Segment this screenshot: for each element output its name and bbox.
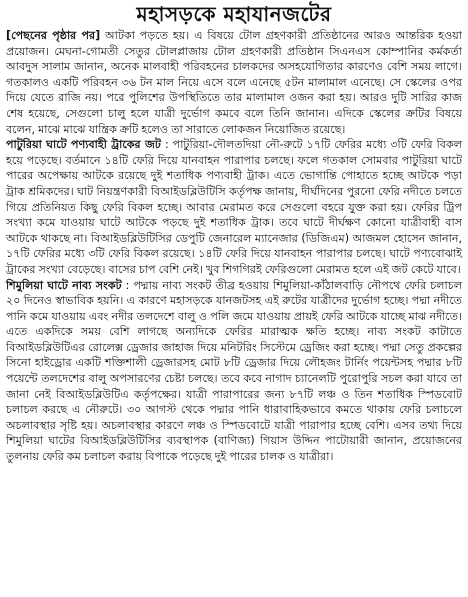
article-body bbox=[6, 28, 462, 465]
paragraph-paturia bbox=[6, 137, 462, 277]
paragraph-text: : পাটুরিয়া-দৌলতদিয়া নৌ-রুটে ১৭টি ফেরির মধ্যে ৩টি ফেরি বিকল হয়ে পড়েছে। বর্তমানে ১৪টি ফেরি দিয়ে যানবাহন পারাপার চলছে। ফলে গতকাল সোমবার পাটুরিয়া ঘাটে পারের অপেক্ষায় আটকে রয়েছে দুই শতাধিক পণ্যবাহী ট্রাক। এতে ভোগান্তি পোহাতে হচ্ছে আটকে পড়া ট্রাক শ্রমিকদের। ঘাট নিয়ন্ত্রণকারী বিআইডব্লিউটিসি কর্তৃপক্ষ জানায়, দীর্ঘদিনের পুরনো ফেরি নদীতে চলতে গিয়ে প্রতিনিয়ত কিছু ফেরি বিকল হচ্ছে। আবার মেরামত করে সেগুলো বহরে যুক্ত করা হয়। ফেরির ট্রিপ সংখ্যা কমে যাওয়ায় ঘাটে আটকে পড়ছে দুই শতাধিক ট্রাক। তবে ঘাটে দীর্ঘক্ষণ কোনো যাত্রীবাহী বাস আটকে থাকছে না। বিআইডব্লিউটিসির ডেপুটি জেনারেল ম্যানেজার (ডিজিএম) আজমল হোসেন জানান, ১৭টি ফেরির মধ্যে ৩টি ফেরি বিকল রয়েছে। ১৪টি ফেরি দিয়ে যানবাহন পারাপার চলছে। ঘাটে পণ্যবোঝাই ট্রাকের সংখ্যা বেড়েছে। বাসের চাপ বেশি নেই। খুব শিগগিরই ফেরিগুলো মেরামত হলে এই জট কেটে যাবে। bbox=[6, 138, 462, 276]
paragraph-continuation bbox=[6, 28, 462, 137]
paragraph-text: : পদ্মায় নাব্য সংকট তীব্র হওয়ায় শিমুলিয়া-কাঁঠালবাড়ি নৌপথে ফেরি চলাচল ২০ দিনেও স্বাভাবিক হয়নি। এ কারণে মহাসড়কে যানজটসহ এই রুটের যাত্রীদের দুর্ভোগ হচ্ছে। পদ্মা নদীতে পানি কমে যাওয়ায় এবং নদীর তলদেশে বালু ও পলি জমে যাওয়ায় প্রায়ই ফেরি আটকে যাচ্ছে মাঝ নদীতে। এতে একদিকে সময় বেশি লাগছে অন্যদিকে ফেরির মারাত্মক ক্ষতি হচ্ছে। নাব্য সংকট কাটাতে বিআইডব্লিউটিএর রোলেক্স ড্রেজার জাহাজ দিয়ে মনিটরিং সিস্টেমে ড্রেজিং করা হচ্ছে। পদ্মা সেতু প্রকল্পের সিনো হাইড্রোর একটি শক্তিশালী ড্রেজারসহ মোট ৮টি ড্রেজার দিয়ে লৌহজং টার্নিং পয়েন্টসহ পদ্মার ৮টি পয়েন্টে তলদেশের বালু অপসারণের চেষ্টা চলছে। তবে কবে নাগাদ চ্যানেলটি পুরোপুরি সচল করা যাবে তা জানা নেই বিআইডব্লিউটিএ কর্তৃপক্ষের। যাত্রী পারাপারের জন্য ৮৭টি লঞ্চ ও তিন শতাধিক স্পিডবোট চলাচল করছে এ নৌরুটে। ৩০ আগস্ট থেকে পদ্মার পানি ধারাবাহিকভাবে কমতে থাকায় ফেরি চলাচলে অচলাবস্থার সৃষ্টি হয়। অচলাবস্থার কারণে লঞ্চ ও স্পিডবোটে যাত্রী পারাপার হচ্ছে বেশি। এসব তথ্য দিয়ে শিমুলিয়া ঘাটের বিআইডব্লিউটিসির ব্যবস্থাপক (বাণিজ্য) গিয়াস উদ্দিন পাটোয়ারী জানান, প্রয়োজনের তুলনায় ফেরি কম চলাচল করায় বিপাকে পড়েছে দুই পারের চালক ও যাত্রীরা। bbox=[6, 278, 463, 464]
headline: মহাসড়কে মহাযানজটের bbox=[136, 2, 332, 26]
continuation-marker: [পেছনের পৃষ্ঠার পর] bbox=[6, 29, 101, 42]
subhead-paturia: পাটুরিয়া ঘাটে পণ্যবাহী ট্রাকের জট bbox=[6, 138, 161, 152]
paragraph-shimulia bbox=[6, 278, 462, 465]
subhead-shimulia: শিমুলিয়া ঘাটে নাব্য সংকট bbox=[6, 278, 122, 292]
paragraph-text: আটকা পড়তে হয়। এ বিষয়ে টোল গ্রহণকারী প্রতিষ্ঠানের আরও আন্তরিক হওয়া প্রয়োজন। মেঘনা-গোমতী সেতুর টোলপ্লাজায় টোল গ্রহণকারী প্রতিষ্ঠান সিএনএস কোম্পানির কর্মকর্তা আবদুস সালাম জানান, অনেক মালবাহী পরিবহনের চালকদের অসহযোগিতার কারণেও বেশি সময় লাগে। গতকালও একটি পরিবহন ৩৬ টন মাল নিয়ে এসে বলে এনেছে ৫টন মালামাল এনেছে। সে স্কেলের ওপর দিয়ে যেতে রাজি নয়। পরে পুলিশের উপস্থিতিতে তার মালামাল ওজন করা হয়। আরও দুটি সারির কাজ শেষ হয়েছে, সেগুলো চালু হলে যাত্রী দুর্ভোগ কমবে বলে তিনি জানান। এদিকে স্কেলের ক্রটির বিষয়ে বলেন, মাঝে মাঝে যান্ত্রিক ক্রটি হলেও তা সারাতে লোকজন নিয়োজিত রয়েছে। bbox=[6, 29, 462, 136]
